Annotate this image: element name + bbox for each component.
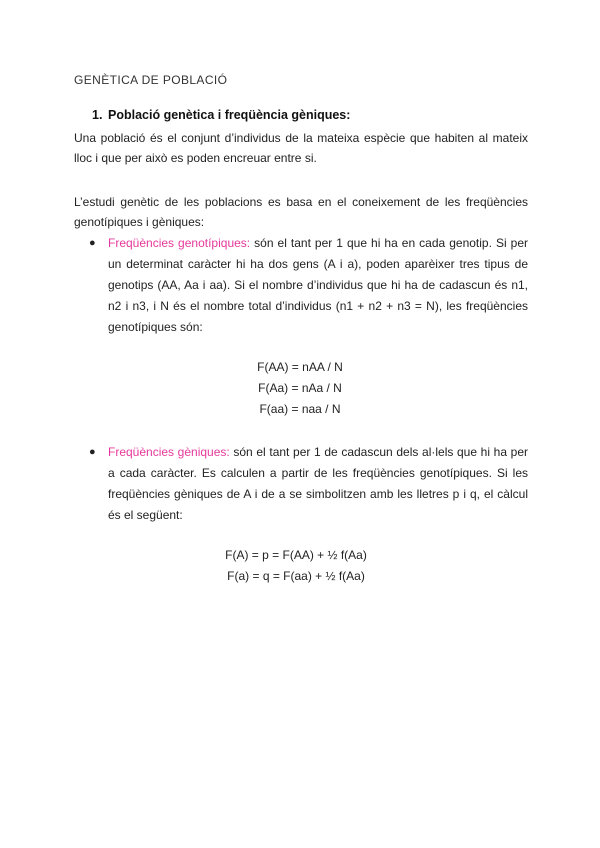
bullet-description: són el tant per 1 que hi ha en cada genotip. Si per un determinat caràcter hi ha dos gens (A i a), poden aparèixer tres tipus de genotips (AA, Aa i aa). Si el nombre d’individus que hi ha de cadascun és n1, n2 i n3, i N és el nombre total d’individus (n1 + n2 + n3 = N), les freqüències genotípiques són:: [108, 236, 528, 334]
bullet-icon: ●: [89, 237, 96, 249]
document-title: GENÈTICA DE POBLACIÓ: [74, 73, 228, 87]
paragraph-genetic-study: L’estudi genètic de les poblacions es basa en el coneixement de les freqüències genotípiques i gèniques:: [74, 195, 528, 229]
bullet-description: són el tant per 1 de cadascun dels al·lels que hi ha per a cada caràcter. Es calculen a partir de les freqüències genotípiques. Si les freqüències gèniques de A i de a se simbolitzen amb les lletres p i q, el càlcul és el següent:: [108, 445, 528, 522]
bullet-genic-frequencies: [89, 442, 528, 526]
formula-f-a-upper: F(A) = p = F(AA) + ½ f(Aa): [225, 548, 367, 562]
bullet-text: [108, 442, 528, 526]
term-genic-frequencies: Freqüències gèniques:: [108, 445, 230, 459]
bullet-icon: ●: [89, 446, 96, 458]
formula-f-a-lower: F(a) = q = F(aa) + ½ f(Aa): [227, 569, 365, 583]
bullet-genotypic-frequencies: [89, 233, 528, 338]
formula-block-genic: [0, 545, 596, 587]
section-heading: [92, 108, 350, 122]
section-heading-text: Població genètica i freqüència gèniques:: [108, 108, 351, 122]
bullet-text: [108, 233, 528, 338]
term-genotypic-frequencies: Freqüències genotípiques:: [108, 236, 251, 250]
paragraph-population-definition: Una població és el conjunt d’individus de la mateixa espècie que habiten al mateix lloc i que per això es poden encreuar entre si.: [74, 131, 528, 165]
section-number: 1.: [92, 108, 103, 122]
formula-f-aa-upper: F(AA) = nAA / N: [257, 360, 343, 374]
formula-block-genotypic: [0, 357, 600, 420]
formula-f-aa-mixed: F(Aa) = nAa / N: [258, 381, 342, 395]
formula-f-aa-lower: F(aa) = naa / N: [259, 402, 341, 416]
